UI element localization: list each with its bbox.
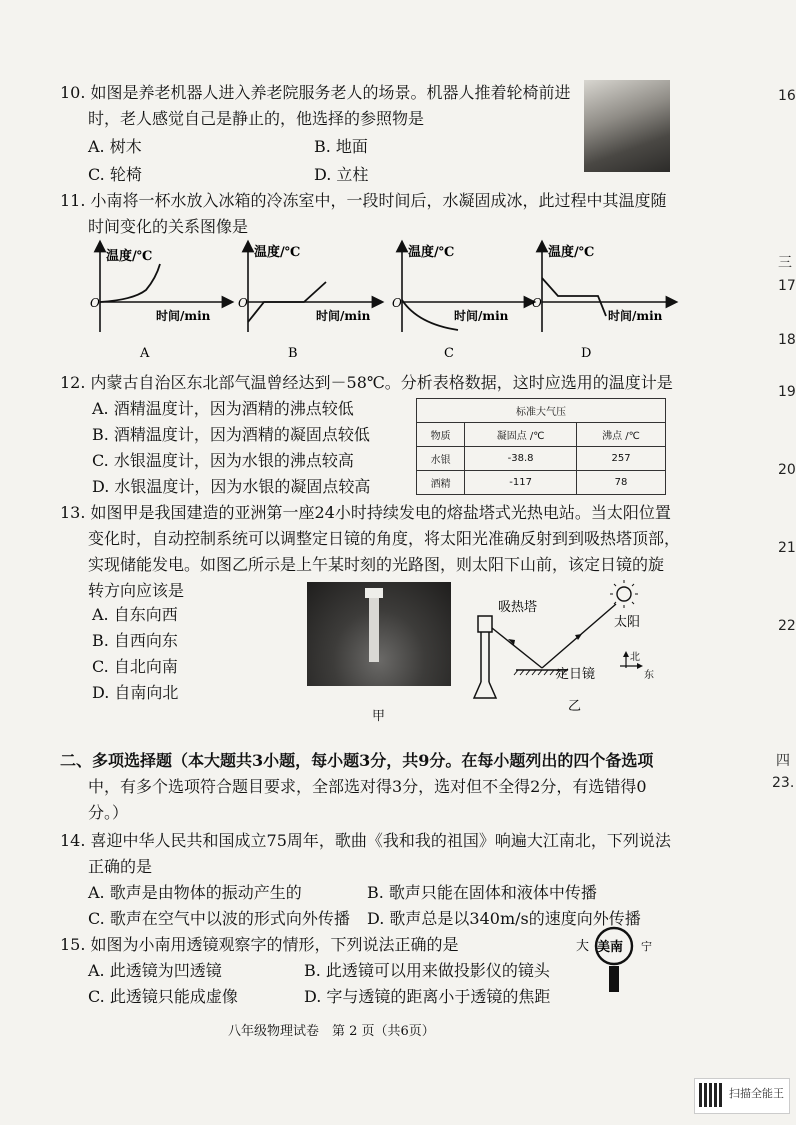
compass-icon xyxy=(620,651,654,681)
svg-text:时间/min: 时间/min xyxy=(156,309,211,323)
q15-option-b[interactable]: B. 此透镜可以用来做投影仪的镜头 xyxy=(304,961,550,980)
table-row: 酒精 -117 78 xyxy=(417,471,666,495)
q12-option-d[interactable]: D. 水银温度计，因为水银的凝固点较高 xyxy=(92,477,371,496)
q10-line1: 10. 如图是养老机器人进入养老院服务老人的场景。机器人推着轮椅前进 xyxy=(60,83,571,102)
sun-label: 太阳 xyxy=(614,615,641,630)
caption-jia: 甲 xyxy=(372,709,386,724)
mirror-label: 定日镜 xyxy=(556,667,596,682)
q12-option-a[interactable]: A. 酒精温度计，因为酒精的沸点较低 xyxy=(92,399,354,418)
q10-line2: 时，老人感觉自己是静止的，他选择的参照物是 xyxy=(88,109,425,128)
edge-number: 17 xyxy=(778,278,796,294)
q15-option-d[interactable]: D. 字与透镜的距离小于透镜的焦距 xyxy=(304,987,551,1006)
svg-text:时间/min: 时间/min xyxy=(608,309,663,323)
svg-text:温度/℃: 温度/℃ xyxy=(408,245,455,260)
q13-option-a[interactable]: A. 自东向西 xyxy=(92,605,178,624)
sun-icon xyxy=(610,580,638,608)
graph-b-label: B xyxy=(288,346,298,361)
q15-option-c[interactable]: C. 此透镜只能成虚像 xyxy=(88,987,238,1006)
q11-line2: 时间变化的关系图像是 xyxy=(88,217,249,236)
q14-option-d[interactable]: D. 歌声总是以340m/s的速度向外传播 xyxy=(367,909,641,928)
q14-option-a[interactable]: A. 歌声是由物体的振动产生的 xyxy=(88,883,302,902)
graph-a[interactable] xyxy=(90,246,228,361)
section2-line2: 中，有多个选项符合题目要求，全部选对得3分，选对但不全得2分，有选错得0 xyxy=(88,777,647,796)
q14-option-c[interactable]: C. 歌声在空气中以波的形式向外传播 xyxy=(88,909,350,928)
robot-wheelchair-photo xyxy=(584,80,670,172)
q13-option-b[interactable]: B. 自西向东 xyxy=(92,631,178,650)
svg-text:温度/℃: 温度/℃ xyxy=(254,245,301,260)
svg-text:O: O xyxy=(532,296,542,310)
edge-number: 21 xyxy=(778,540,796,556)
q11-graphs xyxy=(78,240,678,365)
magnifier-figure xyxy=(568,928,668,996)
light-path-diagram xyxy=(464,578,679,714)
svg-text:O: O xyxy=(238,296,248,310)
edge-number: 23. xyxy=(772,775,795,791)
q15-line1: 15. 如图为小南用透镜观察字的情形，下列说法正确的是 xyxy=(60,935,459,954)
page-footer: 八年级物理试卷 第 2 页（共6页） xyxy=(228,1024,435,1039)
edge-number: 18 xyxy=(778,332,796,348)
section2-line3: 分。） xyxy=(88,803,129,822)
edge-number: 22 xyxy=(778,618,796,634)
q10-option-c[interactable]: C. 轮椅 xyxy=(88,165,142,184)
q15-option-a[interactable]: A. 此透镜为凹透镜 xyxy=(88,961,222,980)
graph-d[interactable] xyxy=(532,244,672,361)
q14-line1: 14. 喜迎中华人民共和国成立75周年，歌曲《我和我的祖国》响遍大江南北，下列说法 xyxy=(60,831,671,850)
edge-number: 三 xyxy=(778,255,792,271)
q13-option-c[interactable]: C. 自北向南 xyxy=(92,657,178,676)
word-magnified: 美南 xyxy=(597,940,624,955)
q12-line1: 12. 内蒙古自治区东北部气温曾经达到－58℃。分析表格数据，这时应选用的温度计是 xyxy=(60,373,673,392)
q12-option-c[interactable]: C. 水银温度计，因为水银的沸点较高 xyxy=(92,451,354,470)
edge-number: 四 xyxy=(776,753,790,769)
svg-text:时间/min: 时间/min xyxy=(316,309,371,323)
q14-option-b[interactable]: B. 歌声只能在固体和液体中传播 xyxy=(367,883,597,902)
graph-a-label: A xyxy=(140,346,150,361)
svg-text:时间/min: 时间/min xyxy=(454,309,509,323)
q13-line3: 实现储能发电。如图乙所示是上午某时刻的光路图，则太阳下山前，该定日镜的旋 xyxy=(88,555,665,574)
table-title: 标准大气压 xyxy=(417,399,666,423)
boiling-freezing-table xyxy=(416,398,666,495)
q10-option-d[interactable]: D. 立柱 xyxy=(314,165,369,184)
edge-number: 16 xyxy=(778,88,796,104)
svg-text:O: O xyxy=(392,296,402,310)
graph-d-label: D xyxy=(581,346,592,361)
table-header: 沸点 /℃ xyxy=(577,423,666,447)
table-header: 凝固点 /℃ xyxy=(465,423,577,447)
graph-c-label: C xyxy=(444,346,454,361)
q10-option-b[interactable]: B. 地面 xyxy=(314,137,368,156)
edge-number: 19 xyxy=(778,384,796,400)
svg-text:北: 北 xyxy=(630,652,640,663)
svg-text:温度/℃: 温度/℃ xyxy=(548,245,595,260)
q10-option-a[interactable]: A. 树木 xyxy=(88,137,142,156)
q12-option-b[interactable]: B. 酒精温度计，因为酒精的凝固点较低 xyxy=(92,425,370,444)
caption-yi: 乙 xyxy=(568,699,582,714)
q13-line2: 变化时，自动控制系统可以调整定日镜的角度，将太阳光准确反射到到吸热塔顶部， xyxy=(88,529,681,548)
scanner-watermark xyxy=(694,1078,790,1114)
q13-line1: 13. 如图甲是我国建造的亚洲第一座24小时持续发电的熔盐塔式光热电站。当太阳位置 xyxy=(60,503,671,522)
q13-option-d[interactable]: D. 自南向北 xyxy=(92,683,179,702)
graph-c[interactable] xyxy=(392,244,530,361)
edge-number: 20 xyxy=(778,462,796,478)
word-right: 宁 xyxy=(641,940,652,953)
q11-line1: 11. 小南将一杯水放入冰箱的冷冻室中，一段时间后，水凝固成冰，此过程中其温度随 xyxy=(60,191,667,210)
q13-line4: 转方向应该是 xyxy=(88,581,185,600)
table-row: 水银 -38.8 257 xyxy=(417,447,666,471)
graph-b[interactable] xyxy=(238,244,378,361)
q14-line2: 正确的是 xyxy=(88,857,153,876)
tower-label: 吸热塔 xyxy=(498,600,538,615)
scanner-label: 扫描全能王 xyxy=(729,1087,784,1100)
section2-line1: 二、多项选择题（本大题共3小题，每小题3分，共9分。在每小题列出的四个备选项 xyxy=(60,751,654,770)
table-header: 物质 xyxy=(417,423,465,447)
svg-text:O: O xyxy=(90,296,100,310)
svg-text:东: 东 xyxy=(644,670,654,681)
solar-tower-photo xyxy=(307,582,451,686)
graph-a-ylabel: 温度/℃ xyxy=(106,249,153,264)
magnifier-handle xyxy=(609,966,619,992)
word-left: 大 xyxy=(576,939,590,954)
